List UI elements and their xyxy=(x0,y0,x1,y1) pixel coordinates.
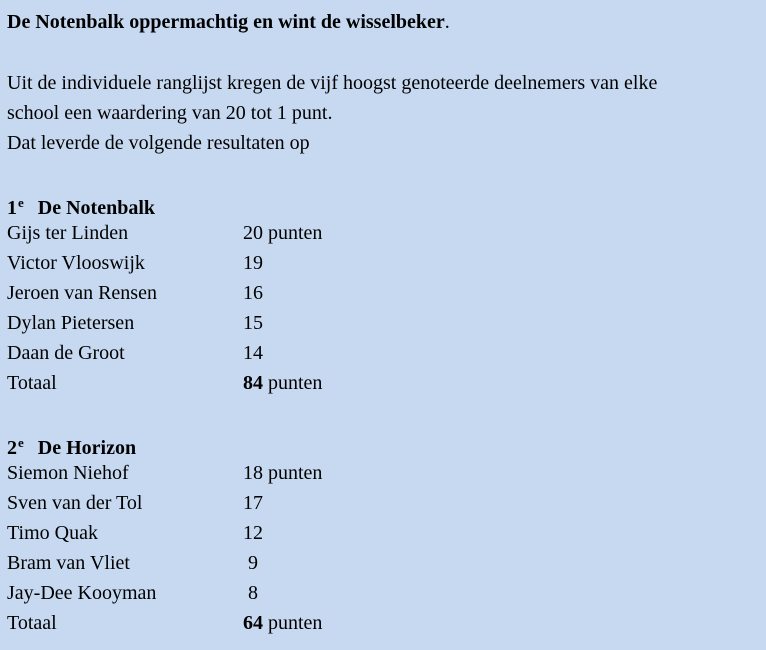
participant-name: Bram van Vliet xyxy=(7,552,130,574)
participant-name: Jay-Dee Kooyman xyxy=(7,582,157,604)
result-row xyxy=(7,248,766,278)
rank-number: 1 xyxy=(7,197,17,219)
title-text: De Notenbalk oppermachtig en wint de wisselbeker xyxy=(7,11,445,33)
total-points xyxy=(243,368,322,398)
total-value: 64 xyxy=(243,612,263,634)
total-points xyxy=(243,608,322,638)
result-row xyxy=(7,218,766,248)
participant-points: 15 xyxy=(243,312,263,334)
participant-points: 20 punten xyxy=(243,222,323,244)
intro-line: Dat leverde de volgende resultaten op xyxy=(7,132,310,154)
result-row xyxy=(7,488,766,518)
article-title xyxy=(7,6,766,38)
result-row xyxy=(7,578,766,608)
participant-points: 17 xyxy=(243,492,263,514)
participant-name: Siemon Niehof xyxy=(7,462,129,484)
participant-points: 12 xyxy=(243,522,263,544)
title-period: . xyxy=(444,11,450,33)
total-unit: punten xyxy=(263,372,323,394)
rank-superscript: e xyxy=(18,435,24,450)
total-row xyxy=(7,608,766,638)
total-row xyxy=(7,368,766,398)
result-row xyxy=(7,518,766,548)
participant-name: Daan de Groot xyxy=(7,342,125,364)
participant-points: 14 xyxy=(243,342,263,364)
result-row xyxy=(7,548,766,578)
participant-name: Dylan Pietersen xyxy=(7,312,135,334)
total-unit: punten xyxy=(263,612,323,634)
participant-points: 18 punten xyxy=(243,462,323,484)
total-value: 84 xyxy=(243,372,263,394)
result-row xyxy=(7,308,766,338)
rank-number: 2 xyxy=(7,437,17,459)
result-row xyxy=(7,278,766,308)
intro-line: school een waardering van 20 tot 1 punt. xyxy=(7,102,333,124)
participant-name: Sven van der Tol xyxy=(7,492,143,514)
participant-name: Timo Quak xyxy=(7,522,98,544)
participant-name: Gijs ter Linden xyxy=(7,222,129,244)
total-label: Totaal xyxy=(7,612,57,634)
school-name: De Horizon xyxy=(37,437,137,459)
section-heading xyxy=(7,188,766,218)
total-label: Totaal xyxy=(7,372,57,394)
participant-points: 19 xyxy=(243,252,263,274)
section-heading xyxy=(7,428,766,458)
school-name: De Notenbalk xyxy=(37,197,156,219)
participant-points: 16 xyxy=(243,282,263,304)
participant-points: 9 xyxy=(248,552,258,574)
participant-name: Victor Vlooswijk xyxy=(7,252,145,274)
result-row xyxy=(7,338,766,368)
spacer xyxy=(7,38,766,68)
intro-line: Uit de individuele ranglijst kregen de vijf hoogst genoteerde deelnemers van elke xyxy=(7,72,658,94)
rank-superscript: e xyxy=(18,195,24,210)
result-row xyxy=(7,458,766,488)
participant-name: Jeroen van Rensen xyxy=(7,282,157,304)
participant-points: 8 xyxy=(248,582,258,604)
spacer xyxy=(7,158,766,188)
spacer xyxy=(7,398,766,428)
